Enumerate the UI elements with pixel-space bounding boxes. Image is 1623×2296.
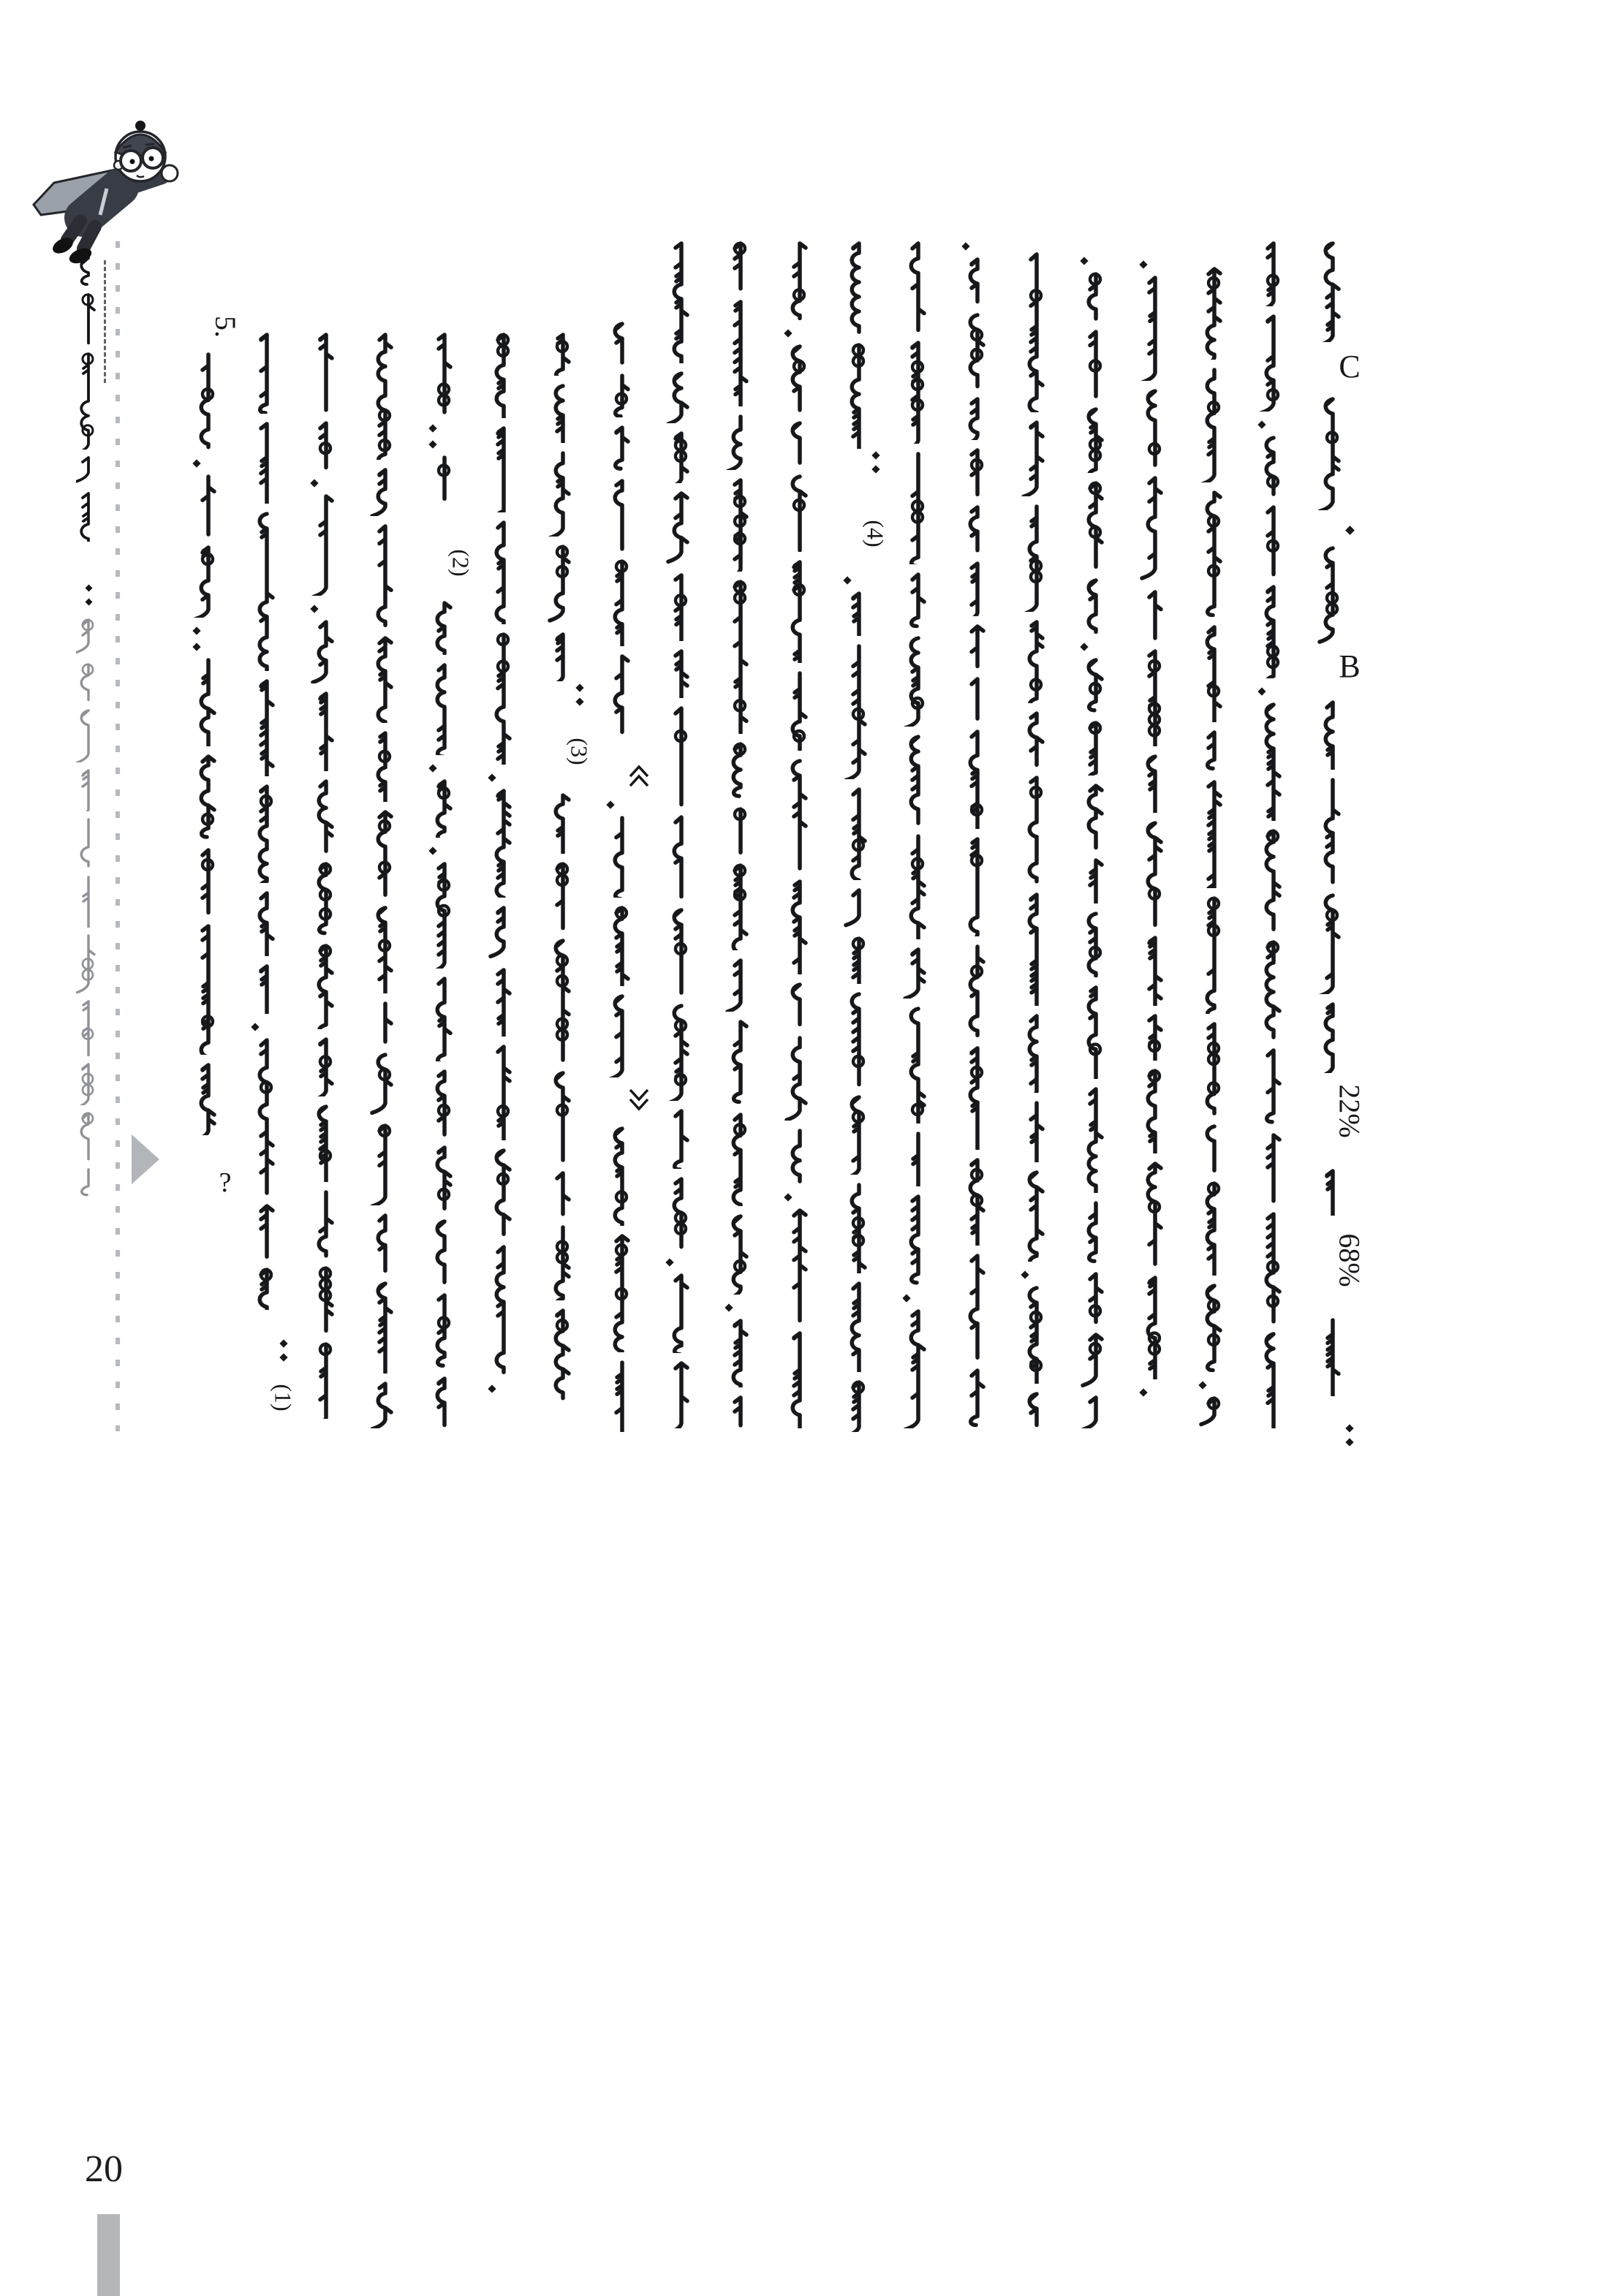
page-number: 20 — [85, 2148, 123, 2190]
text-column — [1079, 256, 1113, 1436]
mascot-hat-button — [135, 121, 145, 131]
text-column — [724, 241, 757, 1436]
text-column — [546, 333, 580, 1436]
subitem-4: (4) — [863, 520, 889, 548]
label-C: C — [1339, 349, 1361, 384]
hint-body-text — [76, 618, 101, 1204]
mongolian-colon — [551, 686, 609, 703]
subitem-3: (3) — [567, 738, 593, 765]
text-column — [192, 307, 225, 1205]
close-title-quote — [610, 1082, 668, 1117]
dotted-separator — [116, 241, 120, 1431]
text-column — [842, 241, 876, 1440]
text-column — [1020, 252, 1053, 1436]
label-B: B — [1339, 648, 1361, 684]
text-column — [368, 333, 402, 1436]
hint-colon — [76, 583, 101, 607]
mongolian-colon — [847, 453, 905, 471]
section-marker-triangle — [132, 1134, 159, 1184]
mongolian-comma — [1320, 523, 1379, 537]
open-title-quote — [610, 759, 668, 794]
text-column — [250, 333, 284, 1436]
mongolian-full-stop — [1320, 1424, 1379, 1446]
subitem-2: (2) — [448, 549, 474, 577]
text-column — [901, 241, 935, 1436]
hint-label-text — [76, 256, 101, 581]
mascot-illustration — [29, 117, 179, 270]
value-22-percent: 22% — [1333, 1084, 1366, 1138]
text-column — [783, 241, 817, 1436]
value-68-percent: 68% — [1333, 1233, 1366, 1287]
text-column — [1257, 241, 1290, 1436]
subitem-1: (1) — [270, 1384, 297, 1412]
item-number-5: 5. — [209, 316, 242, 338]
text-column — [961, 241, 994, 1436]
text-column — [665, 241, 698, 1436]
mongolian-colon — [254, 1341, 313, 1360]
question-mark: ? — [219, 1167, 232, 1198]
text-column — [1198, 267, 1231, 1436]
hint-emphasis-dashes — [104, 260, 106, 383]
footer-bar — [97, 2214, 120, 2296]
text-column — [309, 333, 343, 1433]
text-column — [1138, 259, 1172, 1433]
text-column — [487, 333, 521, 1433]
text-column — [605, 322, 639, 1440]
text-column — [428, 333, 461, 1436]
